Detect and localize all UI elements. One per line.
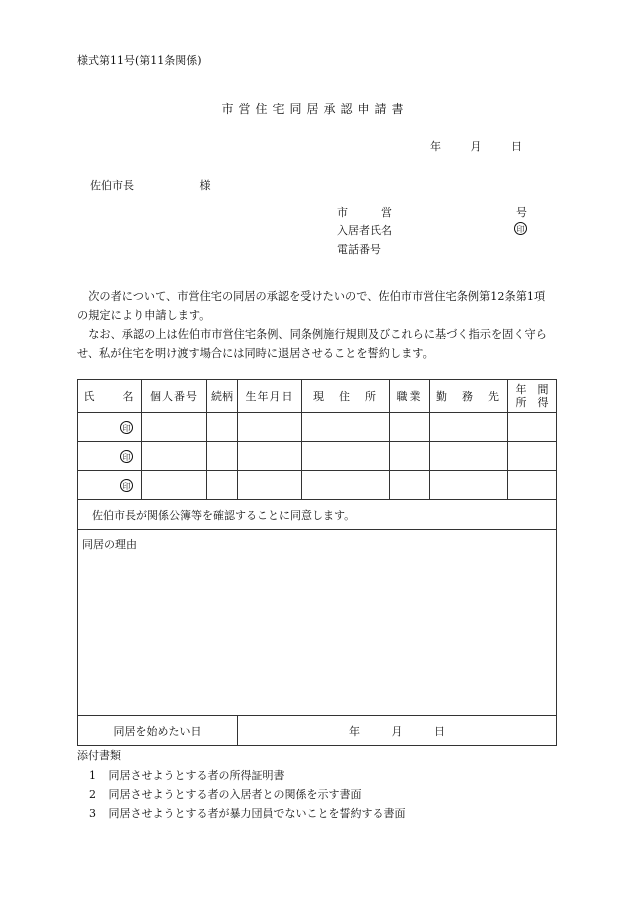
member-relationship-cell[interactable] (207, 471, 238, 500)
member-relationship-cell[interactable] (207, 442, 238, 471)
attachment-item (89, 767, 285, 783)
attachment-number: 3 (89, 807, 96, 820)
member-occupation-cell[interactable] (390, 413, 430, 442)
body-paragraph-2: なお、承認の上は佐伯市市営住宅条例、同条例施行規則及びこれらに基づく指示を固く守らせ、私が住宅を明け渡す場合には同時に退居させることを誓約します。 (77, 328, 547, 360)
applicant-name-label: 入居者氏名 (337, 224, 392, 237)
attachment-number: 1 (89, 769, 96, 782)
seal-icon: 印 (120, 421, 133, 434)
start-date-row (78, 716, 557, 746)
member-address-cell[interactable] (302, 413, 390, 442)
table-header-row (78, 380, 557, 413)
header-workplace: 勤 務 先 (430, 380, 508, 413)
header-birthdate: 生年月日 (238, 380, 302, 413)
household-members-table (77, 379, 557, 746)
date-line (430, 138, 522, 154)
header-address: 現 住 所 (302, 380, 390, 413)
form-number: 様式第11号(第11条関係) (77, 54, 202, 67)
member-income-cell[interactable] (508, 471, 557, 500)
addressee-honorific: 様 (199, 179, 211, 192)
header-occupation: 職業 (390, 380, 430, 413)
seal-icon: 印 (120, 479, 133, 492)
applicant-address-row (337, 204, 527, 220)
member-relationship-cell[interactable] (207, 413, 238, 442)
addressee-name: 佐伯市長 (90, 179, 134, 192)
start-date-year: 年 (349, 724, 360, 738)
member-personal-number-cell[interactable] (142, 413, 207, 442)
member-birthdate-cell[interactable] (238, 413, 302, 442)
member-address-cell[interactable] (302, 442, 390, 471)
applicant-address-suffix: 号 (516, 206, 527, 219)
seal-icon: 印 (120, 450, 133, 463)
start-date-field[interactable] (238, 716, 557, 746)
date-year: 年 (430, 140, 441, 153)
attachment-text: 同居させようとする者が暴力団員でないことを誓約する書面 (108, 807, 406, 820)
applicant-address-label: 市 営 (337, 206, 392, 219)
attachment-item (89, 805, 406, 821)
member-workplace-cell[interactable] (430, 413, 508, 442)
header-annual-income: 年 間 所 得 (508, 380, 557, 413)
applicant-phone-row (337, 241, 527, 257)
seal-icon: 印 (514, 222, 527, 235)
member-name-cell[interactable] (78, 442, 142, 471)
member-workplace-cell[interactable] (430, 442, 508, 471)
table-row (78, 471, 557, 500)
body-paragraph-1: 次の者について、市営住宅の同居の承認を受けたいので、佐伯市市営住宅条例第12条第1項の規定により申請します。 (77, 290, 546, 322)
table-row (78, 413, 557, 442)
date-day: 日 (511, 140, 522, 153)
member-name-cell[interactable] (78, 471, 142, 500)
attachment-number: 2 (89, 788, 96, 801)
attachment-text: 同居させようとする者の所得証明書 (108, 769, 285, 782)
attachment-text: 同居させようとする者の入居者との関係を示す書面 (108, 788, 362, 801)
start-date-day: 日 (434, 724, 445, 738)
consent-row (78, 500, 557, 530)
addressee (90, 177, 211, 193)
reason-row (78, 530, 557, 716)
member-birthdate-cell[interactable] (238, 471, 302, 500)
header-name: 氏 名 (78, 380, 142, 413)
start-date-label: 同居を始めたい日 (78, 716, 238, 746)
member-address-cell[interactable] (302, 471, 390, 500)
member-occupation-cell[interactable] (390, 442, 430, 471)
member-personal-number-cell[interactable] (142, 471, 207, 500)
document-title: 市営住宅同居承認申請書 (221, 102, 409, 116)
member-income-cell[interactable] (508, 413, 557, 442)
attachment-item (89, 786, 362, 802)
applicant-phone-label: 電話番号 (337, 243, 381, 256)
member-workplace-cell[interactable] (430, 471, 508, 500)
date-month: 月 (470, 140, 482, 153)
start-date-month: 月 (391, 724, 403, 738)
member-occupation-cell[interactable] (390, 471, 430, 500)
table-row (78, 442, 557, 471)
reason-label: 同居の理由 (82, 538, 137, 551)
attachments-heading: 添付書類 (77, 749, 121, 762)
member-birthdate-cell[interactable] (238, 442, 302, 471)
member-personal-number-cell[interactable] (142, 442, 207, 471)
applicant-name-row (337, 222, 527, 238)
member-income-cell[interactable] (508, 442, 557, 471)
member-name-cell[interactable] (78, 413, 142, 442)
consent-statement: 佐伯市長が関係公簿等を確認することに同意します。 (78, 500, 557, 530)
header-personal-number: 個人番号 (142, 380, 207, 413)
header-relationship: 続柄 (207, 380, 238, 413)
reason-field[interactable] (78, 530, 557, 716)
